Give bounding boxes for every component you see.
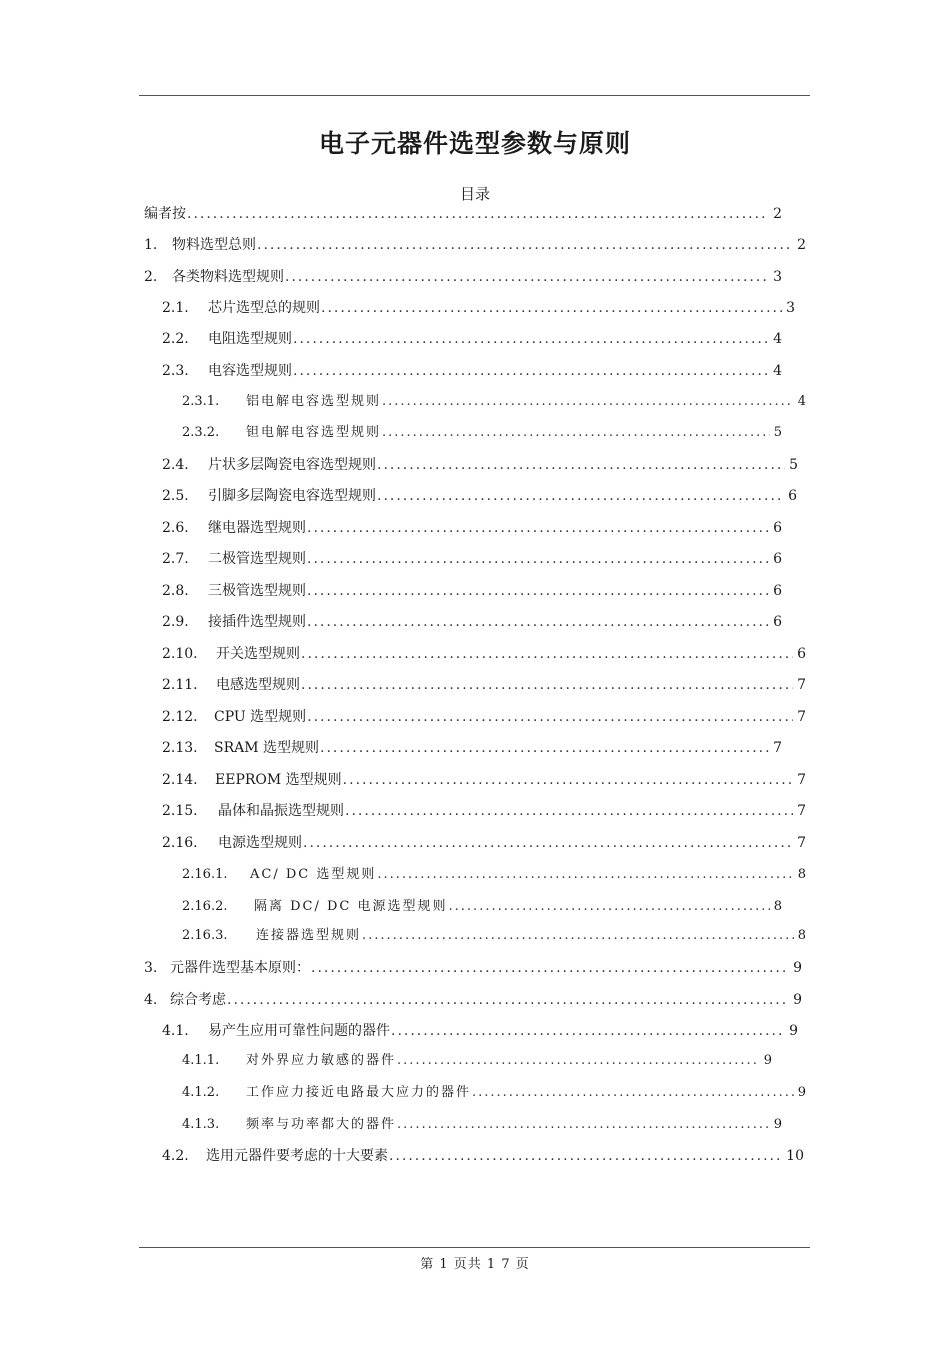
toc-entry-text: 电阻选型规则 bbox=[208, 331, 292, 347]
toc-entry-page: 9 bbox=[797, 1085, 806, 1100]
toc-entry-number: 2.10. bbox=[162, 646, 198, 662]
toc-leader-dots bbox=[343, 769, 793, 791]
toc-entry-number: 2.8. bbox=[162, 583, 189, 599]
toc-entry-page: 7 bbox=[797, 677, 806, 693]
toc-entry-text: 隔离 DC/ DC 电源选型规则 bbox=[254, 899, 448, 914]
toc-leader-dots bbox=[307, 548, 769, 570]
toc-entry-page: 6 bbox=[773, 614, 782, 630]
toc-entry-text: 各类物料选型规则 bbox=[172, 269, 284, 285]
toc-entry[interactable] bbox=[182, 896, 782, 918]
toc-entry-number: 2.5. bbox=[162, 488, 189, 504]
toc-entry-text: 连接器选型规则 bbox=[256, 928, 362, 943]
toc-entry-text: 物料选型总则 bbox=[172, 237, 256, 253]
toc-entry[interactable] bbox=[162, 548, 782, 570]
toc-entry-number: 2.3. bbox=[162, 363, 189, 379]
toc-leader-dots bbox=[187, 203, 769, 225]
page-footer: 第 1 页共 1 7 页 bbox=[420, 1257, 530, 1272]
toc-leader-dots bbox=[307, 580, 769, 602]
toc-entry-page: 2 bbox=[773, 206, 782, 222]
toc-entry-page: 9 bbox=[789, 1023, 798, 1039]
toc-entry-number: 1. bbox=[144, 237, 158, 253]
toc-leader-dots bbox=[307, 611, 769, 633]
toc-entry-text: 电源选型规则 bbox=[218, 835, 302, 851]
toc-entry-page: 4 bbox=[797, 394, 806, 409]
toc-entry-text: 对外界应力敏感的器件 bbox=[246, 1053, 397, 1068]
toc-leader-dots bbox=[307, 706, 793, 728]
toc-entry[interactable] bbox=[182, 422, 782, 444]
toc-entry-page: 3 bbox=[773, 269, 782, 285]
toc-entry-number: 2.16. bbox=[162, 835, 198, 851]
toc-leader-dots bbox=[321, 297, 782, 319]
toc-entry-text: 元器件选型基本原则： bbox=[170, 960, 310, 976]
toc-entry-number: 3. bbox=[144, 960, 158, 976]
toc-entry-page: 6 bbox=[773, 551, 782, 567]
toc-entry[interactable] bbox=[144, 957, 802, 979]
toc-entry-number: 2.3.1. bbox=[182, 394, 220, 409]
toc-leader-dots bbox=[397, 1114, 770, 1136]
toc-entry-number: 2.1. bbox=[162, 300, 189, 316]
toc-leader-dots bbox=[391, 1020, 785, 1042]
toc-entry-text: EEPROM 选型规则 bbox=[215, 772, 342, 788]
toc-leader-dots bbox=[382, 422, 770, 444]
toc-entry-number: 2.6. bbox=[162, 520, 189, 536]
toc-entry[interactable] bbox=[162, 1020, 798, 1042]
toc-entry[interactable] bbox=[144, 266, 782, 288]
toc-entry-number: 2.16.2. bbox=[182, 899, 228, 914]
toc-entry[interactable] bbox=[162, 580, 782, 602]
toc-entry-text: CPU 选型规则 bbox=[214, 709, 307, 725]
toc-entry[interactable] bbox=[162, 706, 806, 728]
toc-entry-number: 2.7. bbox=[162, 551, 189, 567]
toc-entry-page: 4 bbox=[773, 331, 782, 347]
toc-entry-text: 综合考虑 bbox=[170, 992, 226, 1008]
toc-entry-page: 9 bbox=[773, 1117, 782, 1132]
toc-entry-number: 4.1.2. bbox=[182, 1085, 220, 1100]
toc-leader-dots bbox=[293, 328, 769, 350]
toc-entry-page: 7 bbox=[797, 835, 806, 851]
toc-entry[interactable] bbox=[182, 1114, 782, 1136]
toc-entry[interactable] bbox=[162, 454, 798, 476]
toc-entry[interactable] bbox=[162, 611, 782, 633]
toc-entry-text: 引脚多层陶瓷电容选型规则 bbox=[208, 488, 376, 504]
toc-entry-number: 2.12. bbox=[162, 709, 198, 725]
toc-entry[interactable] bbox=[162, 517, 782, 539]
toc-leader-dots bbox=[285, 266, 769, 288]
toc-entry-page: 8 bbox=[773, 899, 782, 914]
toc-entry-page: 7 bbox=[797, 709, 806, 725]
toc-entry-page: 6 bbox=[797, 646, 806, 662]
toc-entry[interactable] bbox=[162, 1145, 804, 1167]
toc-entry-page: 7 bbox=[797, 772, 806, 788]
toc-entry-number: 4.1.1. bbox=[182, 1053, 220, 1068]
toc-entry-page: 9 bbox=[763, 1053, 772, 1068]
toc-entry-number: 2.16.1. bbox=[182, 867, 228, 882]
toc-entry-page: 8 bbox=[797, 928, 806, 943]
toc-leader-dots bbox=[397, 1050, 760, 1072]
toc-entry-number: 2.2. bbox=[162, 331, 189, 347]
toc-entry-number: 2.15. bbox=[162, 803, 198, 819]
toc-entry-number: 2.3.2. bbox=[182, 425, 220, 440]
toc-entry-page: 6 bbox=[788, 488, 797, 504]
toc-entry[interactable] bbox=[182, 1050, 772, 1072]
toc-entry-text: 三极管选型规则 bbox=[208, 583, 306, 599]
toc-leader-dots bbox=[389, 1145, 782, 1167]
toc-entry-text: 二极管选型规则 bbox=[208, 551, 306, 567]
toc-entry-text: 芯片选型总的规则 bbox=[208, 300, 320, 316]
toc-entry-text: SRAM 选型规则 bbox=[214, 740, 320, 756]
toc-entry-page: 9 bbox=[793, 992, 802, 1008]
toc-entry-number: 4.1.3. bbox=[182, 1117, 220, 1132]
toc-entry-text: 晶体和晶振选型规则 bbox=[218, 803, 344, 819]
toc-heading: 目录 bbox=[459, 185, 490, 203]
toc-entry[interactable] bbox=[162, 800, 806, 822]
toc-entry-text: 接插件选型规则 bbox=[208, 614, 306, 630]
toc-entry[interactable] bbox=[182, 391, 806, 413]
toc-leader-dots bbox=[227, 989, 789, 1011]
toc-entry[interactable] bbox=[162, 360, 782, 382]
toc-entry-page: 4 bbox=[773, 363, 782, 379]
toc-entry-text: 电容选型规则 bbox=[208, 363, 292, 379]
toc-entry[interactable] bbox=[162, 737, 782, 759]
footer-rule bbox=[139, 1247, 810, 1248]
toc-entry-number: 2.4. bbox=[162, 457, 189, 473]
toc-leader-dots bbox=[362, 925, 794, 947]
toc-entry-text: 电感选型规则 bbox=[216, 677, 300, 693]
toc-entry[interactable] bbox=[144, 234, 806, 256]
toc-entry[interactable] bbox=[162, 297, 795, 319]
toc-leader-dots bbox=[377, 864, 793, 886]
toc-entry[interactable] bbox=[144, 989, 802, 1011]
toc-leader-dots bbox=[301, 643, 793, 665]
toc-entry-number: 2.16.3. bbox=[182, 928, 228, 943]
toc-entry-number: 4.1. bbox=[162, 1023, 189, 1039]
toc-leader-dots bbox=[377, 454, 785, 476]
toc-leader-dots bbox=[449, 896, 770, 918]
toc-entry[interactable] bbox=[162, 643, 806, 665]
toc-entry-number: 4.2. bbox=[162, 1148, 189, 1164]
toc-entry-number: 2.13. bbox=[162, 740, 198, 756]
toc-leader-dots bbox=[472, 1082, 794, 1104]
toc-entry-page: 2 bbox=[797, 237, 806, 253]
toc-entry-text: 片状多层陶瓷电容选型规则 bbox=[208, 457, 376, 473]
toc-leader-dots bbox=[301, 674, 793, 696]
toc-entry-text: 选用元器件要考虑的十大要素 bbox=[206, 1148, 388, 1164]
toc-entry-page: 6 bbox=[773, 583, 782, 599]
toc-entry[interactable] bbox=[162, 769, 806, 791]
toc-leader-dots bbox=[377, 485, 784, 507]
toc-entry-text: 编者按 bbox=[144, 206, 186, 222]
toc-entry[interactable] bbox=[162, 832, 806, 854]
toc-entry-text: 钽电解电容选型规则 bbox=[246, 425, 382, 440]
toc-leader-dots bbox=[345, 800, 793, 822]
toc-entry[interactable] bbox=[162, 674, 806, 696]
toc-leader-dots bbox=[320, 737, 769, 759]
toc-entry-text: 频率与功率都大的器件 bbox=[246, 1117, 397, 1132]
toc-entry[interactable] bbox=[182, 864, 806, 886]
toc-entry-page: 10 bbox=[786, 1148, 804, 1164]
toc-entry[interactable] bbox=[182, 1082, 806, 1104]
toc-leader-dots bbox=[293, 360, 769, 382]
toc-entry-number: 2.11. bbox=[162, 677, 198, 693]
toc-entry-number: 2.14. bbox=[162, 772, 198, 788]
toc-entry[interactable] bbox=[144, 203, 782, 225]
toc-leader-dots bbox=[303, 832, 793, 854]
toc-entry-text: 易产生应用可靠性问题的器件 bbox=[208, 1023, 390, 1039]
toc-entry-text: 铝电解电容选型规则 bbox=[246, 394, 382, 409]
toc-entry-page: 9 bbox=[793, 960, 802, 976]
toc-leader-dots bbox=[307, 517, 769, 539]
toc-entry[interactable] bbox=[162, 328, 782, 350]
toc-entry-page: 8 bbox=[797, 867, 806, 882]
toc-entry-number: 2. bbox=[144, 269, 158, 285]
toc-entry-text: 开关选型规则 bbox=[216, 646, 300, 662]
toc-leader-dots bbox=[311, 957, 789, 979]
toc-entry-page: 3 bbox=[786, 300, 795, 316]
toc-entry-text: 工作应力接近电路最大应力的器件 bbox=[246, 1085, 472, 1100]
toc-leader-dots bbox=[257, 234, 793, 256]
toc-entry-page: 7 bbox=[797, 803, 806, 819]
toc-entry-number: 4. bbox=[144, 992, 158, 1008]
toc-entry-text: 继电器选型规则 bbox=[208, 520, 306, 536]
toc-entry-text: AC/ DC 选型规则 bbox=[250, 867, 377, 882]
toc-entry-page: 5 bbox=[789, 457, 798, 473]
toc-entry[interactable] bbox=[182, 925, 806, 947]
toc-entry-page: 6 bbox=[773, 520, 782, 536]
toc-entry[interactable] bbox=[162, 485, 797, 507]
toc-entry-page: 5 bbox=[773, 425, 782, 440]
toc-leader-dots bbox=[382, 391, 794, 413]
toc-entry-number: 2.9. bbox=[162, 614, 189, 630]
toc-entry-page: 7 bbox=[773, 740, 782, 756]
document-title: 电子元器件选型参数与原则 bbox=[318, 129, 631, 158]
